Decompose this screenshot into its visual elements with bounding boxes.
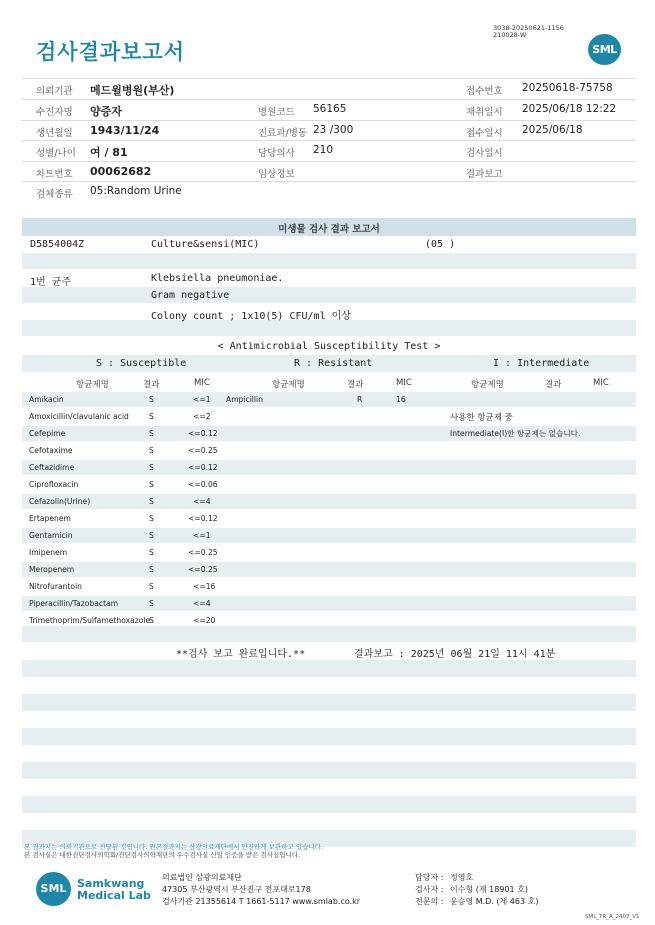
report-time: 결과보고 : 2025년 06월 21일 11시 41분 [354,649,556,660]
drug-result: S [149,412,154,421]
drug-mic: <=0.25 [188,565,218,574]
drug-mic: <=1 [193,531,211,540]
value-collection-time: 2025/06/18 12:22 [522,103,617,115]
label-collection-time: 채취일시 [466,107,503,118]
drug-mic: <=0.12 [188,463,218,472]
staff-value: 윤승영 M.D. (제 463 호) [450,897,539,906]
row-band [22,253,636,269]
form-code: SML_TR_A_2407_V1 [585,914,640,920]
gram-stain: Gram negative [151,290,230,301]
drug-result: S [149,548,154,557]
ast-title: < Antimicrobial Susceptibility Test > [217,341,441,352]
value-birthdate: 1943/11/24 [90,124,160,137]
drug-name: Imipenem [29,548,68,557]
drug-result: S [149,446,154,455]
drug-mic: <=16 [193,582,216,591]
divider [22,78,636,79]
drug-name: Amoxicillin/clavulanic acid [29,412,129,421]
drug-result: S [149,395,154,404]
drug-result: S [149,616,154,625]
section-title: 미생물 검사 결과 보고서 [278,224,380,235]
drug-result: R [357,395,363,404]
col-header-result: 결과 [143,380,160,390]
drug-name: Meropenem [29,565,75,574]
col-header-result: 결과 [545,380,562,390]
staff-label: 전문의 : [415,897,444,906]
drug-name: Nitrofurantoin [29,582,82,591]
footer-note-1: 본 결과지는 의뢰기관으로 전달된 것입니다. 원본결과지는 삼광의료재단에서 안전하게 보관하고 있습니다. [24,843,324,851]
org-contact: 검사기관 21355614 T 1661-5117 www.smlab.co.kr [162,897,361,906]
label-test-date: 검사일시 [466,148,503,159]
staff-value: 정영호 [450,873,474,882]
col-header-drug: 항균제명 [272,380,305,390]
label-sex-age: 성별/나이 [36,148,76,159]
value-hospital-code: 56165 [313,103,347,115]
drug-name: Cefotaxime [29,446,73,455]
drug-result: S [149,582,154,591]
staff-label: 담당자 : [415,873,444,882]
col-header-mic: MIC [593,378,609,388]
intermediate-note-1: 사용한 항균제 중 [450,413,513,423]
drug-name: Piperacillin/Tazobactam [29,599,119,608]
value-received-date: 2025/06/18 [522,124,583,136]
row-band [22,728,636,745]
col-header-mic: MIC [396,378,412,388]
legend-intermediate: I : Intermediate [493,358,590,369]
drug-mic: <=4 [193,497,211,506]
drug-mic: <=0.12 [188,514,218,523]
staff-labels [415,872,443,908]
label-result-report: 결과보고 [466,169,503,180]
value-doctor: 210 [313,144,334,156]
row-band [22,762,636,779]
report-codes [493,25,564,39]
row-band [22,694,636,711]
report-code-1: 3038-20250621-1156 [493,24,564,32]
sml-footer-logo: SML [36,872,71,906]
footer-note-2: 본 검사실은 대한진단검사의학회/진단검사의학재단의 우수검사실 신임 인증을 받은 검사실입니다. [24,851,301,859]
specimen-id: D5854004Z [30,239,85,250]
col-header-mic: MIC [194,378,210,388]
drug-result: S [149,497,154,506]
intermediate-note-2: Intermediate(I)한 항균제는 없습니다. [450,429,581,438]
brand-name [77,878,151,902]
drug-result: S [149,429,154,438]
organism-name: Klebsiella pneumoniae. [151,273,284,284]
drug-mic: <=1 [193,395,211,404]
label-received-date: 접수일시 [466,128,503,139]
staff-label: 검사자 : [415,885,444,894]
row-band [22,562,636,577]
test-name: Culture&sensi(MIC) [151,239,260,250]
legend-susceptible: S : Susceptible [96,358,187,369]
label-accession-number: 접수번호 [466,86,503,97]
row-band [22,626,636,642]
label-institution: 의뢰기관 [36,86,73,97]
label-department: 진료과/병동 [258,128,308,139]
value-sex-age: 여 / 81 [90,146,128,159]
drug-name: Trimethoprim/Sulfamethoxazole [29,616,151,625]
brand-line-2: Medical Lab [77,889,151,902]
row-band [22,460,636,475]
label-specimen-type: 검체종류 [36,189,73,200]
row-band [22,528,636,543]
drug-name: Ciprofloxacin [29,480,79,489]
value-institution: 메드윌병원(부산) [90,84,175,97]
row-band [22,796,636,813]
drug-name: Ceftazidime [29,463,75,472]
staff-value: 이수형 (제 18901 호) [450,885,528,894]
value-accession-number: 20250618-75758 [522,82,613,94]
value-patient-name: 양증자 [90,105,122,118]
drug-name: Ertapenem [29,514,71,523]
row-band [22,287,636,303]
drug-result: S [149,599,154,608]
report-code-2: 210028-W [493,31,527,39]
drug-mic: <=0.06 [188,480,218,489]
divider [22,181,636,182]
drug-name: Amikacin [29,395,64,404]
legend-resistant: R : Resistant [294,358,373,369]
divider [22,140,636,141]
value-department: 23 /300 [313,124,354,136]
divider [22,120,636,121]
drug-mic: <=4 [193,599,211,608]
label-birthdate: 생년월일 [36,128,73,139]
divider [22,161,636,162]
divider [22,99,636,100]
row-band [22,320,636,336]
drug-name: Cefazolin(Urine) [29,497,91,506]
drug-mic: <=0.12 [188,429,218,438]
colony-count: Colony count ; 1x10(5) CFU/ml 이상 [151,311,351,322]
col-header-drug: 항균제명 [471,380,504,390]
drug-name: Ampicillin [226,395,263,404]
brand-line-1: Samkwang [77,877,145,890]
org-name: 의료법인 삼광의료재단 [162,873,242,882]
staff-values [450,872,538,908]
test-code: (05 ) [425,239,456,250]
page-title: 검사결과보고서 [36,40,186,64]
value-specimen-type: 05:Random Urine [90,185,182,197]
org-info [162,872,360,908]
label-hospital-code: 병원코드 [258,107,295,118]
row-band [22,660,636,677]
drug-result: S [149,463,154,472]
isolate-label: 1번 균주 [30,277,72,288]
org-address: 47305 부산광역시 부산진구 전포대로178 [162,885,311,894]
col-header-drug: 항균제명 [76,380,109,390]
sml-logo: SML [588,34,621,65]
col-header-result: 결과 [347,380,364,390]
completion-message: **검사 보고 완료입니다.** [176,649,306,660]
drug-result: S [149,565,154,574]
label-patient-name: 수진자명 [36,107,73,118]
drug-result: S [149,514,154,523]
drug-mic: 16 [396,395,406,404]
drug-name: Cefepime [29,429,66,438]
drug-mic: <=0.25 [188,446,218,455]
row-band [22,494,636,509]
drug-mic: <=0.25 [188,548,218,557]
label-doctor: 담당의사 [258,148,295,159]
drug-result: S [149,531,154,540]
label-chart-number: 차트번호 [36,169,73,180]
row-band [22,392,636,407]
drug-result: S [149,480,154,489]
drug-mic: <=20 [193,616,216,625]
value-chart-number: 00062682 [90,165,152,178]
drug-mic: <=2 [193,412,211,421]
drug-name: Gentamicin [29,531,73,540]
label-clinical-info: 임상정보 [258,169,295,180]
